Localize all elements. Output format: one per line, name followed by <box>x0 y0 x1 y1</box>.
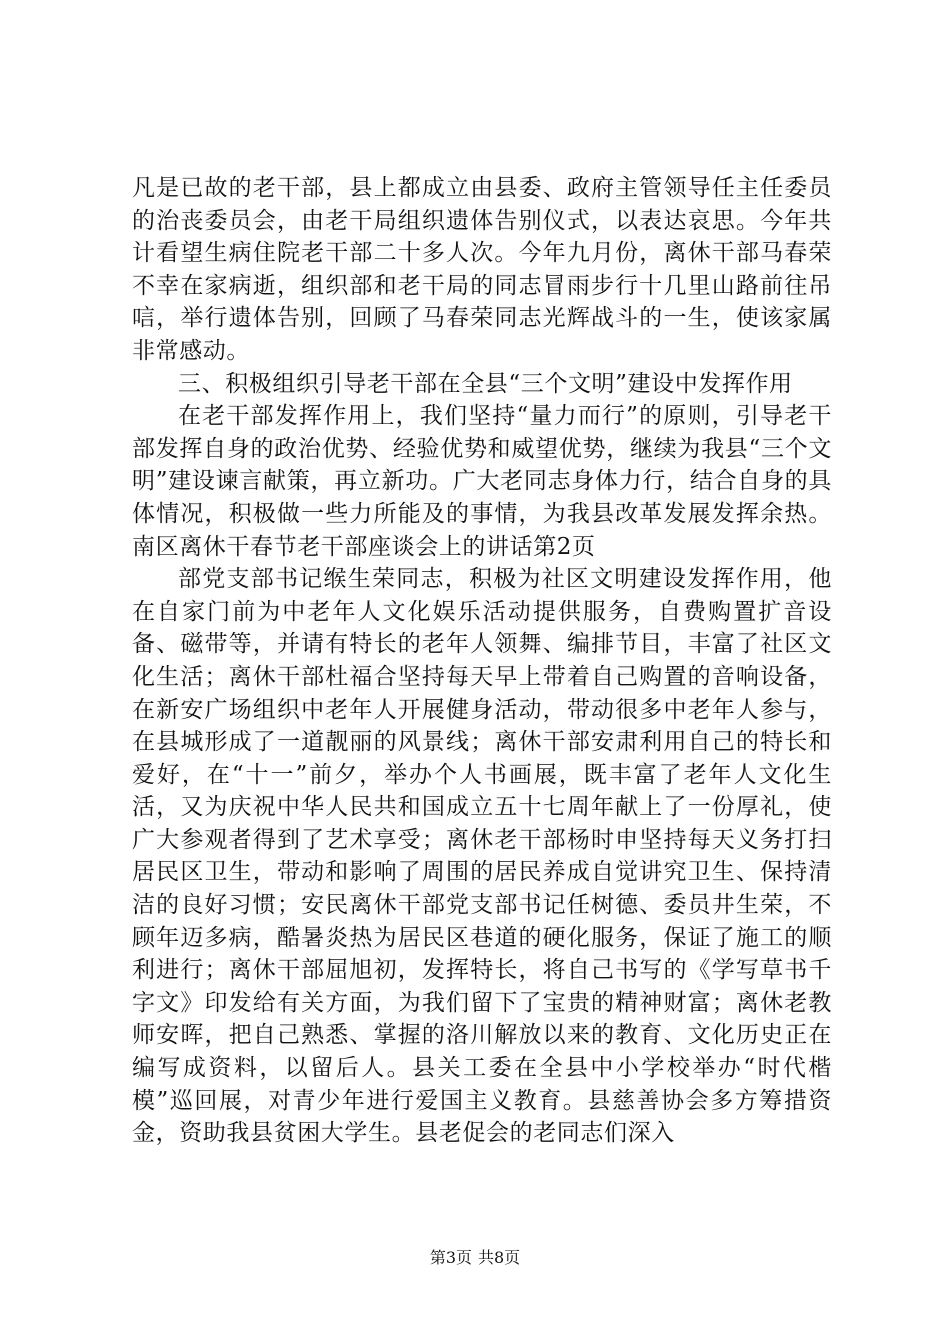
paragraph-funeral-care: 凡是已故的老干部，县上都成立由县委、政府主管领导任主任委员的治丧委员会，由老干局组织遗体告别仪式，以表达哀思。今年共计看望生病住院老干部二十多人次。今年九月份，离休干部马春荣不幸在家病逝，组织部和老干局的同志冒雨步行十几里山路前往吊唁，举行遗体告别，回顾了马春荣同志光辉战斗的一生，使该家属非常感动。 <box>132 175 832 364</box>
document-body <box>132 172 832 1150</box>
page-number: 第3页 <box>429 1248 472 1267</box>
page-total: 共8页 <box>478 1248 521 1267</box>
paragraph-role-of-veterans: 在老干部发挥作用上，我们坚持“量力而行”的原则，引导老干部发挥自身的政治优势、经验优势和威望优势，继续为我县“三个文明”建设谏言献策，再立新功。广大老同志身体力行，结合自身的具体情况，积极做一些力所能及的事情，为我县改革发展发挥余热。南区离休干春节老干部座谈会上的讲话第2页 <box>132 403 832 560</box>
page-footer <box>0 1245 950 1268</box>
section-heading-three-civilizations: 三、积极组织引导老干部在全县“三个文明”建设中发挥作用 <box>178 370 793 397</box>
paragraph-examples: 部党支部书记缑生荣同志，积极为社区文明建设发挥作用，他在自家门前为中老年人文化娱乐活动提供服务，自费购置扩音设备、磁带等，并请有特长的老年人领舞、编排节目，丰富了社区文化生活；离休干部杜福合坚持每天早上带着自己购置的音响设备，在新安广场组织中老年人开展健身活动，带动很多中老年人参与，在县城形成了一道靓丽的风景线；离休干部安肃利用自己的特长和爱好，在“十一”前夕，举办个人书画展，既丰富了老年人文化生活，又为庆祝中华人民共和国成立五十七周年献上了一份厚礼，使广大参观者得到了艺术享受；离休老干部杨时申坚持每天义务打扫居民区卫生，带动和影响了周围的居民养成自觉讲究卫生、保持清洁的良好习惯；安民离休干部党支部书记任树德、委员井生荣，不顾年迈多病，酷暑炎热为居民区巷道的硬化服务，保证了施工的顺利进行；离休干部屈旭初，发挥特长，将自己书写的《学写草书千字文》印发给有关方面，为我们留下了宝贵的精神财富；离休老教师安晖，把自己熟悉、掌握的洛川解放以来的教育、文化历史正在编写成资料，以留后人。县关工委在全县中小学校举办“时代楷模”巡回展，对青少年进行爱国主义教育。县慈善协会多方筹措资金，资助我县贫困大学生。县老促会的老同志们深入 <box>132 566 832 1147</box>
